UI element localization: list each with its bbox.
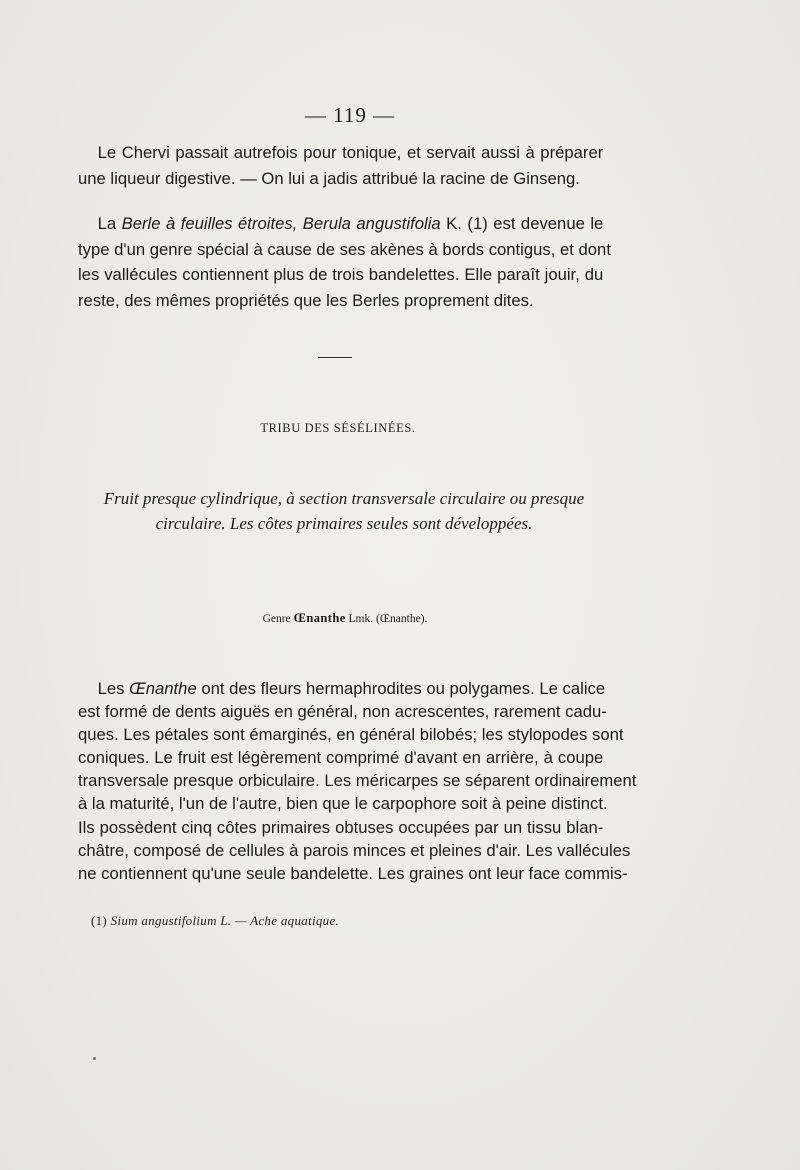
paragraph-line: Le Chervi passait autrefois pour tonique, et servait aussi à préparer [97, 143, 604, 162]
paragraph-line [78, 211, 603, 237]
section-divider [318, 357, 352, 358]
line-text: Les [97, 679, 130, 698]
footnote-text: Sium angustifolium L. — Ache aquatique. [110, 913, 340, 928]
paragraph-line: Ils possèdent cinq côtes primaires obtuses occupées par un tissu blan- [78, 817, 604, 837]
paragraph-oenanthe [78, 677, 637, 885]
tribe-description-line: Fruit presque cylindrique, à section transversale circulaire ou presque [103, 489, 585, 508]
paragraph-line: châtre, composé de cellules à parois minces et pleines d'air. Les vallécules [78, 840, 631, 860]
paragraph-line: à la maturité, l'un de l'autre, bien que le carpophore soit à peine distinct. [78, 794, 608, 814]
line-text: K. (1) est devenue le [440, 214, 604, 233]
genus-prefix: Genre [262, 613, 294, 625]
paper-speck [93, 1057, 96, 1060]
paragraph-line: reste, des mêmes propriétés que les Berles proprement dites. [78, 290, 534, 310]
footnote [91, 913, 339, 929]
footnote-number: (1) [91, 913, 111, 928]
paragraph-line: type d'un genre spécial à cause de ses akènes à bords contigus, et dont [78, 239, 611, 259]
species-name: Berle à feuilles étroites, Berula angustifolia [121, 214, 441, 233]
paragraph-line: ques. Les pétales sont émarginés, en général bilobés; les stylopodes sont [78, 725, 624, 745]
line-text: ont des fleurs hermaphrodites ou polygames. Le calice [196, 679, 606, 698]
genus-italic: Œnanthe [129, 679, 197, 698]
line-text: La [97, 214, 122, 233]
paragraph-line: une liqueur digestive. — On lui a jadis attribué la racine de Ginseng. [78, 168, 580, 188]
paragraph-line: coniques. Le fruit est légèrement comprimé d'avant en arrière, à coupe [78, 748, 604, 768]
paragraph-chervi [78, 140, 603, 191]
page-number: — 119 — [304, 103, 396, 127]
tribe-heading: TRIBU DES SÉSÉLINÉES. [260, 421, 416, 435]
paragraph-line: est formé de dents aiguës en général, non acrescentes, rarement cadu- [78, 702, 607, 722]
paragraph-berle [78, 211, 611, 313]
genus-name: Œnanthe [293, 611, 346, 625]
tribe-description-line: circulaire. Les côtes primaires seules sont développées. [155, 514, 533, 533]
paragraph-line [78, 677, 606, 700]
tribe-description [88, 486, 600, 536]
paragraph-line: les vallécules contiennent plus de trois bandelettes. Elle paraît jouir, du [78, 265, 604, 284]
paragraph-line: transversale presque orbiculaire. Les méricarpes se séparent ordinairement [78, 771, 637, 791]
paragraph-line: ne contiennent qu'une seule bandelette. Les graines ont leur face commis- [78, 863, 628, 883]
genus-suffix: Lmk. (Œnanthe). [345, 613, 428, 625]
genus-heading [0, 611, 690, 626]
